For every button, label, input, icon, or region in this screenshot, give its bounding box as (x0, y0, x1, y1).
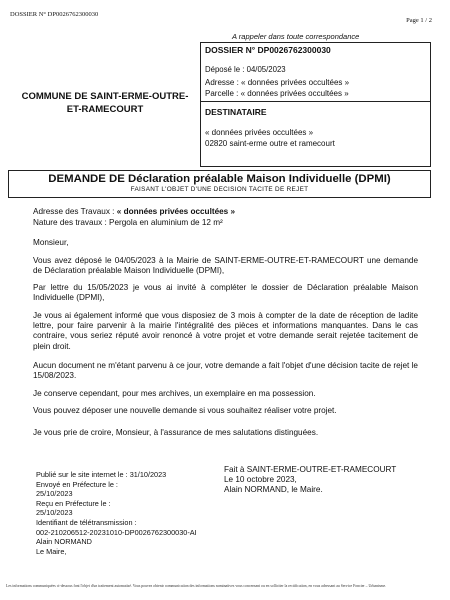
commune-name: COMMUNE DE SAINT-ERME-OUTRE-ET-RAMECOURT (21, 91, 189, 115)
stamp-line: Envoyé en Préfecture le : (36, 479, 118, 489)
transmission-stamp (36, 470, 221, 556)
subtitle: FAISANT L'OBJET D'UNE DECISION TACITE DE REJET (130, 186, 309, 193)
destinataire-address: 02820 saint-erme outre et ramecourt (205, 139, 335, 148)
stamp-line: 25/10/2023 (36, 508, 73, 518)
destinataire-box (200, 101, 431, 167)
stamp-line: 002-210206512-20231010-DP0026762300030-AI (36, 527, 197, 537)
main-title: DEMANDE DE Déclaration préalable Maison Individuelle (DPMI) (48, 173, 391, 185)
paragraph-4: Aucun document ne m'étant parvenu à ce jour, votre demande a fait l'objet d'une décision tacite de rejet le 15/08/2023. (33, 361, 418, 381)
stamp-line: 25/10/2023 (36, 489, 73, 499)
signature-line: Le 10 octobre 2023, (224, 475, 297, 484)
stamp-line: Alain NORMAND (36, 537, 92, 547)
header-dossier-ref: DOSSIER N° DP0026762300030 (10, 11, 99, 18)
travaux-adresse-value: « données privées occultées » (116, 207, 236, 216)
dossier-box (200, 42, 431, 102)
paragraph-6: Vous pouvez déposer une nouvelle demande si vous souhaitez réaliser votre projet. (33, 406, 337, 415)
paragraph-3: Je vous ai également informé que vous disposiez de 3 mois à compter de la date de réception de ladite lettre, pour faire parvenir à la mairie l'intégralité des pièces et informations manquantes. Dans le cas contraire, vous seriez réputé avoir renoncé à votre projet et votre demande serait rejetée tacitement de plein droit. (33, 311, 418, 351)
signature-line: Fait à SAINT-ERME-OUTRE-ET-RAMECOURT (224, 465, 397, 474)
stamp-line: Publié sur le site internet le : 31/10/2023 (36, 470, 167, 479)
travaux-adresse-label: Adresse des Travaux : (33, 207, 117, 216)
signature-block (224, 465, 434, 495)
travaux-adresse (33, 207, 423, 217)
depose-value: 04/05/2023 (246, 65, 286, 74)
depose-line (205, 65, 286, 74)
title-box (8, 170, 431, 198)
travaux-nature: Nature des travaux : Pergola en aluminium de 12 m² (33, 218, 223, 227)
dossier-parcelle: Parcelle : « données privées occultées » (205, 89, 349, 98)
paragraph-2: Par lettre du 15/05/2023 je vous ai invité à compléter le dossier de Déclaration préalable Maison Individuelle (DPMI), (33, 283, 418, 303)
recall-note: A rappeler dans toute correspondance (232, 32, 360, 41)
stamp-line: Le Maire, (36, 546, 67, 556)
depose-label: Déposé le : (205, 65, 245, 74)
signature-line: Alain NORMAND, le Maire. (224, 485, 323, 494)
destinataire-title: DESTINATAIRE (205, 107, 267, 117)
dossier-adresse: Adresse : « données privées occultées » (205, 78, 350, 87)
paragraph-1: Vous avez déposé le 04/05/2023 à la Mairie de SAINT-ERME-OUTRE-ET-RAMECOURT une demande de Déclaration préalable Maison Individuelle (DPMI), (33, 256, 418, 276)
stamp-line: Reçu en Préfecture le : (36, 498, 111, 508)
dossier-box-title: DOSSIER N° DP0026762300030 (205, 45, 331, 55)
salutation: Monsieur, (33, 238, 69, 247)
paragraph-7: Je vous prie de croire, Monsieur, à l'assurance de mes salutations distinguées. (33, 428, 319, 437)
stamp-line: Identifiant de télétransmission : (36, 517, 137, 527)
destinataire-name: « données privées occultées » (205, 128, 314, 137)
paragraph-5: Je conserve cependant, pour mes archives, un exemplaire en ma possession. (33, 389, 316, 398)
footer-notice: Les informations communiquées ci-dessous font l'objet d'un traitement automatisé. Vous pouvez obtenir communication des informations nominatives vous concernant ou en solliciter la rectification, en vous adressant au Service Foncier – Urbanisme. (6, 584, 387, 588)
page-number: Page 1 / 2 (406, 17, 432, 24)
